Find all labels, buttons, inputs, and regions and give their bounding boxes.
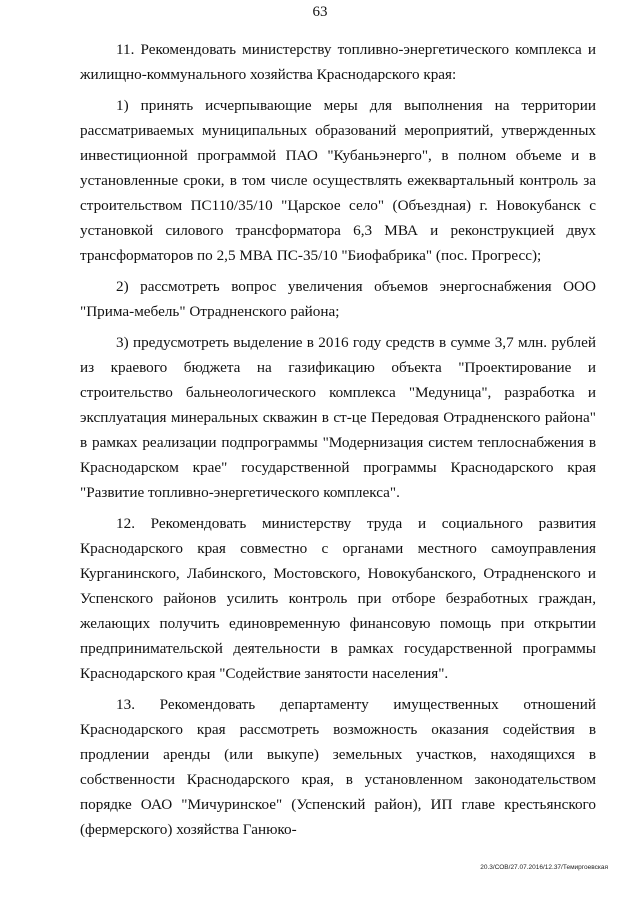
paragraph-11-item-3: 3) предусмотреть выделение в 2016 году средств в сумме 3,7 млн. рублей из краевого бюджета на газификацию объекта "Проектирование и строительство бальнеологического комплекса "Медуница", разработка и эксплуатация минеральных скважин в ст-це Передовая Отрадненского района" в рамках реализации подпрограммы "Модернизация систем теплоснабжения в Краснодарском крае" государственной программы Краснодарского края "Развитие топливно-энергетического комплекса". [80,334,596,501]
paragraph-11-item-1: 1) принять исчерпывающие меры для выполнения на территории рассматриваемых муниципальных образований мероприятий, утвержденных инвестиционной программой ПАО "Кубаньэнерго", в полном объеме и в установленные сроки, в том числе осуществлять ежеквартальный контроль за строительством ПС110/35/10 "Царское село" (Объездная) г. Новокубанск с установкой силового трансформатора 6,3 МВА и реконструкцией двух трансформаторов по 2,5 МВА ПС-35/10 "Биофабрика" (пос. Прогресс); [80,97,596,264]
footer-document-code: 20.3/СОВ/27.07.2016/12.37/Темиргоевская [480,864,608,871]
page-number: 63 [312,4,328,20]
document-body [80,37,596,848]
paragraph-12: 12. Рекомендовать министерству труда и социального развития Краснодарского края совместно с органами местного самоуправления Курганинского, Лабинского, Мостовского, Новокубанского, Отрадненского и Успенского районов усилить контроль при отборе безработных граждан, желающих получить единовременную финансовую помощь при открытии предпринимательской деятельности в рамках государственной программы Краснодарского края "Содействие занятости населения". [80,515,596,682]
paragraph-11: 11. Рекомендовать министерству топливно-энергетического комплекса и жилищно-коммунального хозяйства Краснодарского края: [80,41,596,83]
paragraph-13: 13. Рекомендовать департаменту имущественных отношений Краснодарского края рассмотреть возможность оказания содействия в продлении аренды (или выкупе) земельных участков, находящихся в собственности Краснодарского края, в установленном законодательством порядке ОАО "Мичуринское" (Успенский район), ИП главе крестьянского (фермерского) хозяйства Ганюко- [80,696,596,838]
paragraph-11-item-2: 2) рассмотреть вопрос увеличения объемов энергоснабжения ООО "Прима-мебель" Отрадненского района; [80,278,596,320]
